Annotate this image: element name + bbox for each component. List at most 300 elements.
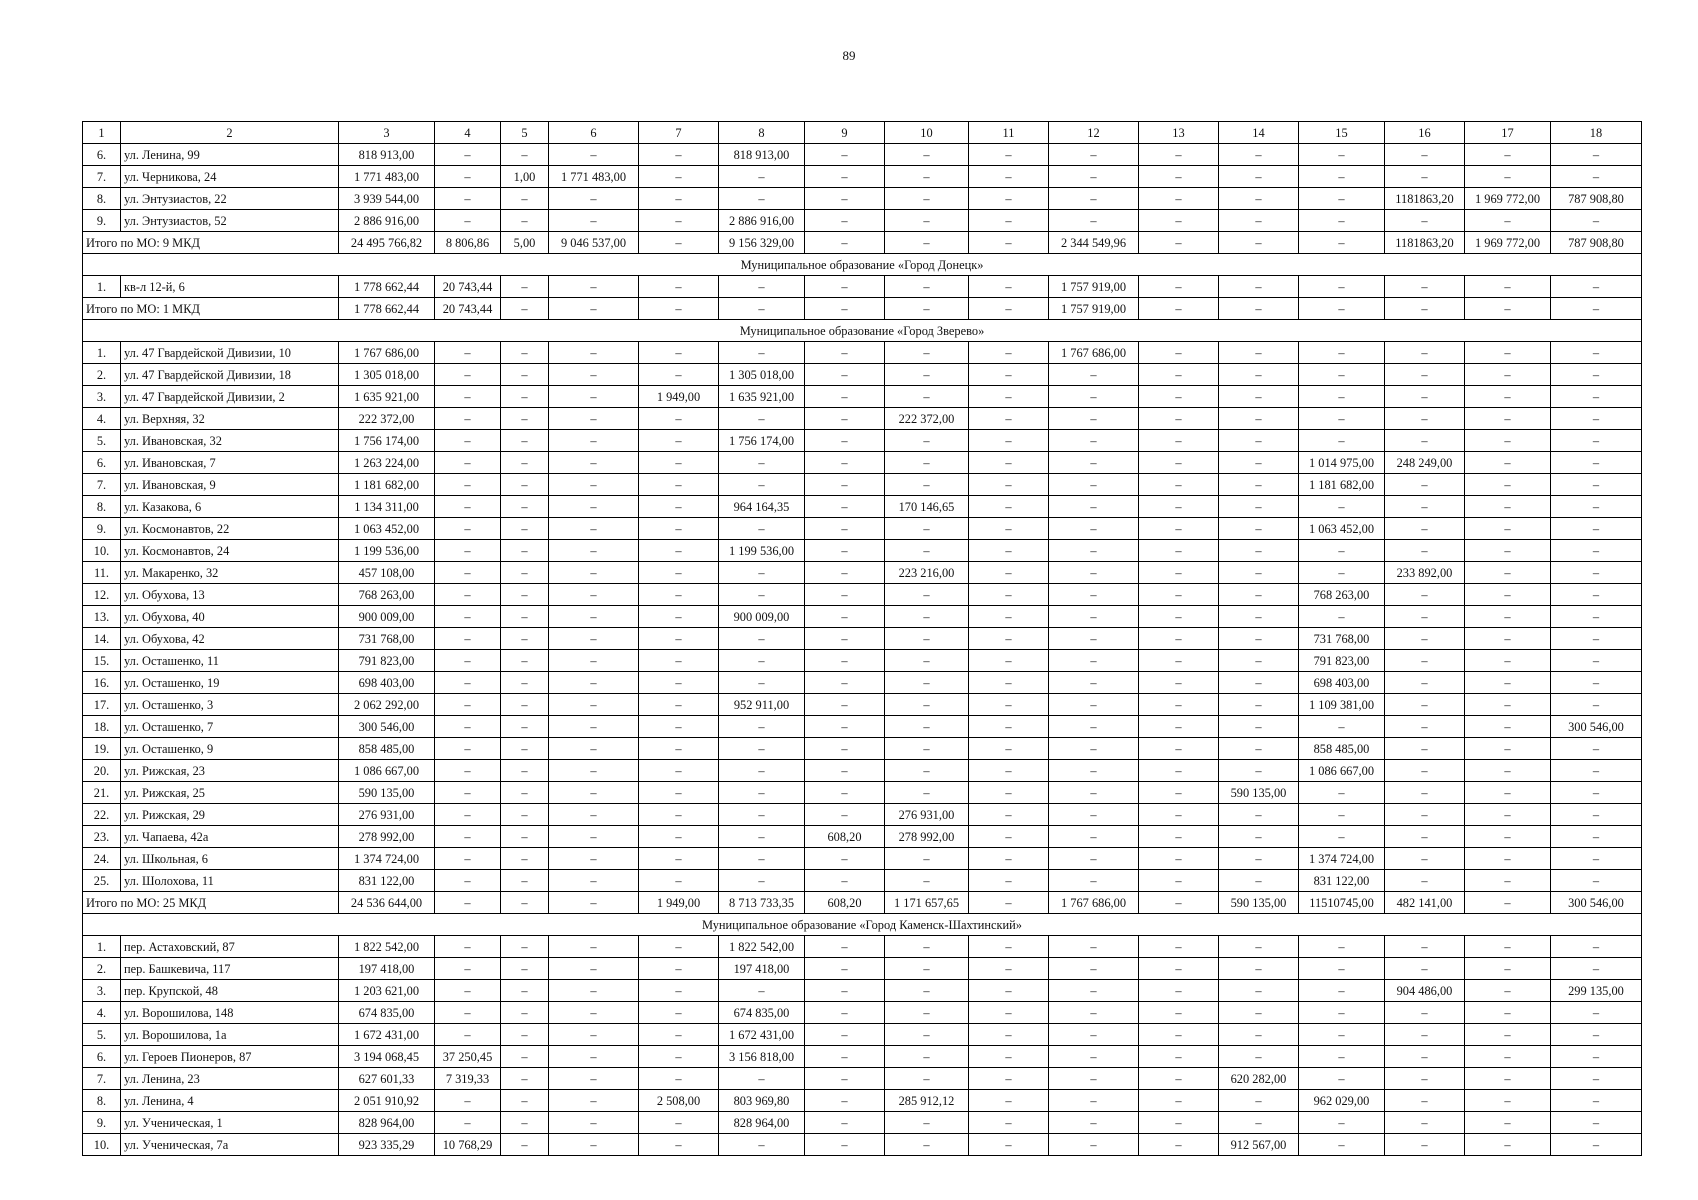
value-cell: 3 194 068,45 xyxy=(339,1046,435,1068)
address-cell: ул. Осташенко, 7 xyxy=(121,716,339,738)
value-cell: – xyxy=(1551,364,1642,386)
value-cell: – xyxy=(1049,188,1139,210)
value-cell: – xyxy=(1049,650,1139,672)
value-cell: – xyxy=(1299,166,1385,188)
value-cell: – xyxy=(1139,760,1219,782)
value-cell: – xyxy=(1219,276,1299,298)
table-row xyxy=(83,584,1642,606)
value-cell: – xyxy=(1465,342,1551,364)
value-cell: 278 992,00 xyxy=(885,826,969,848)
value-cell: – xyxy=(1299,1134,1385,1156)
value-cell: – xyxy=(1139,782,1219,804)
total-cell: – xyxy=(1299,298,1385,320)
value-cell: – xyxy=(1219,848,1299,870)
value-cell: – xyxy=(549,870,639,892)
address-cell: ул. Ленина, 4 xyxy=(121,1090,339,1112)
value-cell: – xyxy=(639,716,719,738)
value-cell: – xyxy=(1299,936,1385,958)
value-cell: – xyxy=(1551,210,1642,232)
value-cell: – xyxy=(969,540,1049,562)
value-cell: – xyxy=(969,342,1049,364)
value-cell: – xyxy=(885,1134,969,1156)
column-header: 15 xyxy=(1299,122,1385,144)
table-row xyxy=(83,826,1642,848)
value-cell: – xyxy=(1465,408,1551,430)
value-cell: – xyxy=(1219,386,1299,408)
value-cell: – xyxy=(435,562,501,584)
value-cell: – xyxy=(1385,474,1465,496)
value-cell: – xyxy=(639,1002,719,1024)
value-cell: – xyxy=(969,276,1049,298)
section-header-row xyxy=(83,254,1642,276)
value-cell: – xyxy=(1299,342,1385,364)
address-cell: ул. Ивановская, 7 xyxy=(121,452,339,474)
total-cell: 482 141,00 xyxy=(1385,892,1465,914)
value-cell: – xyxy=(501,672,549,694)
value-cell: – xyxy=(885,474,969,496)
value-cell: – xyxy=(719,1134,805,1156)
value-cell: – xyxy=(1219,518,1299,540)
value-cell: – xyxy=(969,650,1049,672)
row-number: 10. xyxy=(83,540,121,562)
table-row xyxy=(83,342,1642,364)
total-cell: 9 046 537,00 xyxy=(549,232,639,254)
row-number: 2. xyxy=(83,364,121,386)
value-cell: – xyxy=(1049,826,1139,848)
address-cell: ул. 47 Гвардейской Дивизии, 18 xyxy=(121,364,339,386)
value-cell: – xyxy=(805,1112,885,1134)
table-row xyxy=(83,1090,1642,1112)
value-cell: – xyxy=(549,562,639,584)
address-cell: ул. Ученическая, 1 xyxy=(121,1112,339,1134)
value-cell: – xyxy=(639,804,719,826)
value-cell: – xyxy=(805,1134,885,1156)
column-header: 3 xyxy=(339,122,435,144)
value-cell: 299 135,00 xyxy=(1551,980,1642,1002)
value-cell: – xyxy=(885,386,969,408)
value-cell: – xyxy=(969,958,1049,980)
total-cell: – xyxy=(1219,298,1299,320)
table-row xyxy=(83,760,1642,782)
value-cell: – xyxy=(1551,276,1642,298)
value-cell: – xyxy=(501,958,549,980)
value-cell: – xyxy=(639,518,719,540)
value-cell: – xyxy=(1139,166,1219,188)
value-cell: – xyxy=(805,166,885,188)
value-cell: – xyxy=(805,518,885,540)
value-cell: – xyxy=(969,606,1049,628)
value-cell: – xyxy=(1219,584,1299,606)
value-cell: – xyxy=(1049,562,1139,584)
page-number: 89 xyxy=(842,48,856,63)
value-cell: – xyxy=(1385,782,1465,804)
value-cell: – xyxy=(1219,1046,1299,1068)
value-cell: – xyxy=(1299,1002,1385,1024)
value-cell: – xyxy=(719,474,805,496)
value-cell: – xyxy=(639,452,719,474)
total-cell: 8 806,86 xyxy=(435,232,501,254)
value-cell: – xyxy=(501,1090,549,1112)
value-cell: – xyxy=(1465,474,1551,496)
value-cell: 170 146,65 xyxy=(885,496,969,518)
value-cell: – xyxy=(435,144,501,166)
value-cell: – xyxy=(549,716,639,738)
value-cell: 300 546,00 xyxy=(1551,716,1642,738)
value-cell: 831 122,00 xyxy=(1299,870,1385,892)
value-cell: – xyxy=(1465,826,1551,848)
value-cell: – xyxy=(805,188,885,210)
value-cell: – xyxy=(1385,650,1465,672)
address-cell: ул. Казакова, 6 xyxy=(121,496,339,518)
value-cell: 900 009,00 xyxy=(719,606,805,628)
value-cell: – xyxy=(969,716,1049,738)
value-cell: – xyxy=(885,188,969,210)
row-number: 7. xyxy=(83,166,121,188)
address-cell: ул. Ученическая, 7а xyxy=(121,1134,339,1156)
value-cell: – xyxy=(805,848,885,870)
value-cell: – xyxy=(639,760,719,782)
value-cell: – xyxy=(639,210,719,232)
total-cell: 1 969 772,00 xyxy=(1465,232,1551,254)
value-cell: – xyxy=(969,826,1049,848)
value-cell: – xyxy=(719,166,805,188)
value-cell: – xyxy=(885,518,969,540)
value-cell: – xyxy=(885,430,969,452)
value-cell: – xyxy=(969,166,1049,188)
value-cell: – xyxy=(501,210,549,232)
value-cell: – xyxy=(1219,650,1299,672)
value-cell: – xyxy=(639,144,719,166)
value-cell: – xyxy=(1299,606,1385,628)
value-cell: 1 672 431,00 xyxy=(339,1024,435,1046)
value-cell: – xyxy=(1139,870,1219,892)
value-cell: – xyxy=(1385,210,1465,232)
value-cell: – xyxy=(1551,738,1642,760)
value-cell: – xyxy=(1219,364,1299,386)
value-cell: – xyxy=(1551,1046,1642,1068)
value-cell: – xyxy=(805,540,885,562)
total-cell: – xyxy=(549,892,639,914)
value-cell: – xyxy=(885,848,969,870)
value-cell: – xyxy=(435,452,501,474)
value-cell: – xyxy=(435,958,501,980)
total-cell: 1 778 662,44 xyxy=(339,298,435,320)
table-row xyxy=(83,408,1642,430)
value-cell: – xyxy=(1139,672,1219,694)
value-cell: – xyxy=(501,144,549,166)
value-cell: – xyxy=(969,760,1049,782)
value-cell: – xyxy=(1465,694,1551,716)
value-cell: 731 768,00 xyxy=(339,628,435,650)
value-cell: – xyxy=(639,562,719,584)
total-cell: – xyxy=(1139,232,1219,254)
value-cell: – xyxy=(1219,716,1299,738)
row-number: 12. xyxy=(83,584,121,606)
value-cell: – xyxy=(1551,804,1642,826)
value-cell: – xyxy=(1551,1002,1642,1024)
value-cell: – xyxy=(549,782,639,804)
total-cell: – xyxy=(1551,298,1642,320)
value-cell: – xyxy=(805,738,885,760)
value-cell: 1 757 919,00 xyxy=(1049,276,1139,298)
value-cell: – xyxy=(501,276,549,298)
value-cell: – xyxy=(969,210,1049,232)
value-cell: – xyxy=(1049,782,1139,804)
value-cell: – xyxy=(885,672,969,694)
value-cell: – xyxy=(805,144,885,166)
value-cell: – xyxy=(1299,958,1385,980)
value-cell: – xyxy=(885,364,969,386)
value-cell: – xyxy=(1465,848,1551,870)
value-cell: – xyxy=(1299,1112,1385,1134)
value-cell: – xyxy=(885,606,969,628)
row-number: 16. xyxy=(83,672,121,694)
value-cell: 904 486,00 xyxy=(1385,980,1465,1002)
value-cell: – xyxy=(1049,430,1139,452)
value-cell: – xyxy=(1465,518,1551,540)
value-cell: – xyxy=(1465,1046,1551,1068)
value-cell: – xyxy=(1465,1002,1551,1024)
value-cell: 1 181 682,00 xyxy=(339,474,435,496)
total-cell: – xyxy=(1139,892,1219,914)
value-cell: – xyxy=(1299,782,1385,804)
value-cell: – xyxy=(435,1024,501,1046)
value-cell: – xyxy=(1385,936,1465,958)
value-cell: 1 374 724,00 xyxy=(339,848,435,870)
value-cell: 1 635 921,00 xyxy=(719,386,805,408)
value-cell: – xyxy=(1385,1068,1465,1090)
address-cell: ул. Обухова, 42 xyxy=(121,628,339,650)
value-cell: – xyxy=(969,804,1049,826)
table-row xyxy=(83,694,1642,716)
value-cell: – xyxy=(969,364,1049,386)
value-cell: – xyxy=(719,672,805,694)
row-number: 19. xyxy=(83,738,121,760)
address-cell: ул. 47 Гвардейской Дивизии, 2 xyxy=(121,386,339,408)
value-cell: 285 912,12 xyxy=(885,1090,969,1112)
value-cell: – xyxy=(1385,166,1465,188)
value-cell: 590 135,00 xyxy=(339,782,435,804)
section-title: Муниципальное образование «Город Донецк» xyxy=(83,254,1642,276)
value-cell: 3 939 544,00 xyxy=(339,188,435,210)
value-cell: – xyxy=(1219,430,1299,452)
column-header: 13 xyxy=(1139,122,1219,144)
value-cell: – xyxy=(969,562,1049,584)
value-cell: – xyxy=(1139,430,1219,452)
value-cell: – xyxy=(1299,408,1385,430)
total-cell: – xyxy=(969,892,1049,914)
value-cell: 1 063 452,00 xyxy=(339,518,435,540)
address-cell: ул. Ленина, 23 xyxy=(121,1068,339,1090)
address-cell: ул. Ворошилова, 1а xyxy=(121,1024,339,1046)
table-row xyxy=(83,144,1642,166)
value-cell: – xyxy=(1465,1090,1551,1112)
value-cell: – xyxy=(1139,1090,1219,1112)
value-cell: – xyxy=(969,848,1049,870)
value-cell: – xyxy=(501,980,549,1002)
address-cell: ул. Ивановская, 32 xyxy=(121,430,339,452)
total-cell: 2 344 549,96 xyxy=(1049,232,1139,254)
row-number: 1. xyxy=(83,936,121,958)
value-cell: – xyxy=(1299,188,1385,210)
value-cell: 698 403,00 xyxy=(339,672,435,694)
value-cell: – xyxy=(1049,1112,1139,1134)
value-cell: – xyxy=(1465,650,1551,672)
column-header: 10 xyxy=(885,122,969,144)
total-cell: – xyxy=(501,892,549,914)
row-number: 9. xyxy=(83,1112,121,1134)
value-cell: – xyxy=(805,1068,885,1090)
value-cell: – xyxy=(501,518,549,540)
value-cell: – xyxy=(1299,980,1385,1002)
value-cell: 627 601,33 xyxy=(339,1068,435,1090)
value-cell: – xyxy=(1465,606,1551,628)
value-cell: – xyxy=(969,738,1049,760)
value-cell: – xyxy=(1219,1090,1299,1112)
value-cell: – xyxy=(1049,980,1139,1002)
total-cell: – xyxy=(969,298,1049,320)
total-cell: 608,20 xyxy=(805,892,885,914)
value-cell: – xyxy=(719,826,805,848)
value-cell: – xyxy=(1049,738,1139,760)
value-cell: 1 109 381,00 xyxy=(1299,694,1385,716)
value-cell: 1 756 174,00 xyxy=(339,430,435,452)
value-cell: – xyxy=(1299,1024,1385,1046)
total-cell: 787 908,80 xyxy=(1551,232,1642,254)
table-row xyxy=(83,936,1642,958)
value-cell: – xyxy=(805,430,885,452)
value-cell: – xyxy=(1465,1134,1551,1156)
value-cell: 1 305 018,00 xyxy=(339,364,435,386)
value-cell: – xyxy=(805,980,885,1002)
table-body xyxy=(83,122,1642,1156)
value-cell: – xyxy=(501,804,549,826)
value-cell: – xyxy=(1299,386,1385,408)
value-cell: – xyxy=(969,386,1049,408)
value-cell: – xyxy=(1551,562,1642,584)
value-cell: – xyxy=(435,650,501,672)
value-cell: – xyxy=(1139,958,1219,980)
row-number: 14. xyxy=(83,628,121,650)
header-row xyxy=(83,122,1642,144)
value-cell: – xyxy=(1551,672,1642,694)
value-cell: – xyxy=(549,760,639,782)
value-cell: – xyxy=(885,936,969,958)
value-cell: – xyxy=(435,1002,501,1024)
column-header: 6 xyxy=(549,122,639,144)
value-cell: – xyxy=(719,782,805,804)
value-cell: – xyxy=(969,1046,1049,1068)
value-cell: – xyxy=(805,386,885,408)
value-cell: – xyxy=(805,958,885,980)
value-cell: – xyxy=(639,848,719,870)
value-cell: – xyxy=(969,1068,1049,1090)
row-number: 1. xyxy=(83,342,121,364)
value-cell: – xyxy=(1299,1046,1385,1068)
value-cell: – xyxy=(1049,716,1139,738)
row-number: 4. xyxy=(83,408,121,430)
value-cell: 1 778 662,44 xyxy=(339,276,435,298)
value-cell: 828 964,00 xyxy=(339,1112,435,1134)
value-cell: 222 372,00 xyxy=(885,408,969,430)
value-cell: – xyxy=(1049,1002,1139,1024)
value-cell: – xyxy=(549,1046,639,1068)
value-cell: – xyxy=(1219,958,1299,980)
value-cell: – xyxy=(1385,738,1465,760)
value-cell: 1 203 621,00 xyxy=(339,980,435,1002)
value-cell: – xyxy=(435,342,501,364)
value-cell: – xyxy=(435,760,501,782)
value-cell: – xyxy=(639,430,719,452)
value-cell: 233 892,00 xyxy=(1385,562,1465,584)
value-cell: – xyxy=(549,496,639,518)
row-number: 25. xyxy=(83,870,121,892)
table-row xyxy=(83,166,1642,188)
row-number: 6. xyxy=(83,1046,121,1068)
value-cell: – xyxy=(969,870,1049,892)
value-cell: – xyxy=(1385,364,1465,386)
value-cell: – xyxy=(435,848,501,870)
value-cell: – xyxy=(1049,936,1139,958)
table-row xyxy=(83,364,1642,386)
value-cell: 457 108,00 xyxy=(339,562,435,584)
value-cell: – xyxy=(1049,1024,1139,1046)
value-cell: – xyxy=(719,870,805,892)
value-cell: – xyxy=(1139,936,1219,958)
value-cell: – xyxy=(639,694,719,716)
value-cell: – xyxy=(1139,540,1219,562)
value-cell: – xyxy=(1049,474,1139,496)
total-cell: – xyxy=(805,232,885,254)
total-cell: – xyxy=(639,298,719,320)
value-cell: – xyxy=(501,1046,549,1068)
value-cell: – xyxy=(1551,408,1642,430)
value-cell: – xyxy=(1139,496,1219,518)
value-cell: 1 969 772,00 xyxy=(1465,188,1551,210)
value-cell: – xyxy=(501,1068,549,1090)
value-cell: – xyxy=(969,694,1049,716)
value-cell: – xyxy=(1049,210,1139,232)
total-cell: – xyxy=(549,298,639,320)
row-number: 4. xyxy=(83,1002,121,1024)
value-cell: – xyxy=(805,628,885,650)
value-cell: – xyxy=(549,804,639,826)
table-row xyxy=(83,672,1642,694)
value-cell: – xyxy=(1551,386,1642,408)
value-cell: 964 164,35 xyxy=(719,496,805,518)
value-cell: – xyxy=(1049,760,1139,782)
value-cell: – xyxy=(435,408,501,430)
value-cell: 2 062 292,00 xyxy=(339,694,435,716)
value-cell: – xyxy=(1551,474,1642,496)
value-cell: – xyxy=(549,144,639,166)
value-cell: 1 134 311,00 xyxy=(339,496,435,518)
value-cell: – xyxy=(549,474,639,496)
value-cell: – xyxy=(1385,804,1465,826)
value-cell: – xyxy=(805,584,885,606)
value-cell: – xyxy=(1139,1112,1219,1134)
column-header: 12 xyxy=(1049,122,1139,144)
value-cell: – xyxy=(549,188,639,210)
table-row xyxy=(83,276,1642,298)
total-cell: 1 767 686,00 xyxy=(1049,892,1139,914)
value-cell: – xyxy=(1139,1134,1219,1156)
value-cell: – xyxy=(1219,672,1299,694)
value-cell: – xyxy=(549,1112,639,1134)
value-cell: – xyxy=(435,364,501,386)
value-cell: – xyxy=(1551,1112,1642,1134)
value-cell: – xyxy=(969,144,1049,166)
